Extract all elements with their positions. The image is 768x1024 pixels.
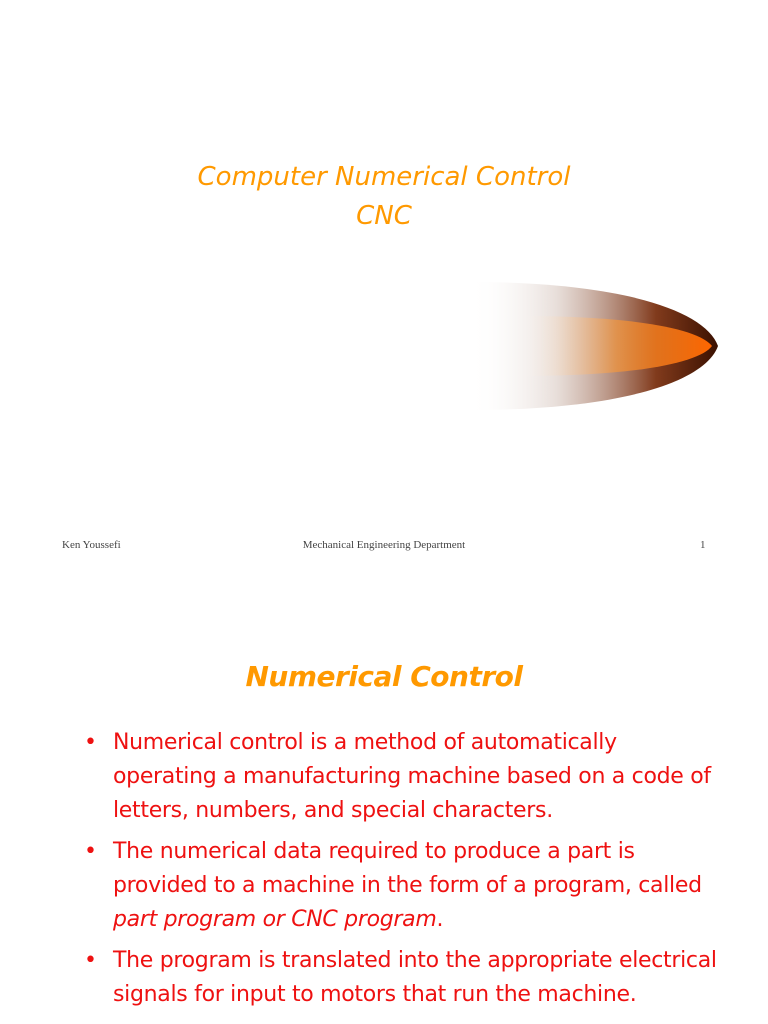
bullet-text: The numerical data required to produce a part is provided to a machine in the form of a program, called bbox=[113, 839, 702, 898]
bullet-italic-text: part program or CNC program bbox=[113, 907, 437, 932]
slide-heading: Numerical Control bbox=[245, 660, 523, 693]
bullet-list bbox=[84, 726, 724, 1019]
bullet-item bbox=[84, 944, 724, 1012]
content-slide bbox=[0, 576, 768, 1024]
footer-author: Ken Youssefi bbox=[62, 539, 121, 551]
bullet-text: The program is translated into the appropriate electrical signals for input to motors that run the machine. bbox=[113, 948, 717, 1007]
bullet-item bbox=[84, 726, 724, 828]
bullet-text-end: . bbox=[436, 907, 444, 932]
bullet-text: Numerical control is a method of automatically operating a manufacturing machine based on a code of letters, numbers, and special characters. bbox=[113, 730, 711, 823]
bullet-item bbox=[84, 835, 724, 937]
footer-department: Mechanical Engineering Department bbox=[302, 539, 466, 551]
bullet-dot-icon: • bbox=[84, 839, 97, 864]
slide-title-line-1: Computer Numerical Control bbox=[197, 162, 571, 192]
bullet-dot-icon: • bbox=[84, 730, 97, 755]
decorative-comet-line bbox=[0, 270, 768, 420]
bullet-dot-icon: • bbox=[84, 948, 97, 973]
footer-page-number: 1 bbox=[700, 539, 706, 551]
slide-title-line-2: CNC bbox=[356, 201, 412, 231]
